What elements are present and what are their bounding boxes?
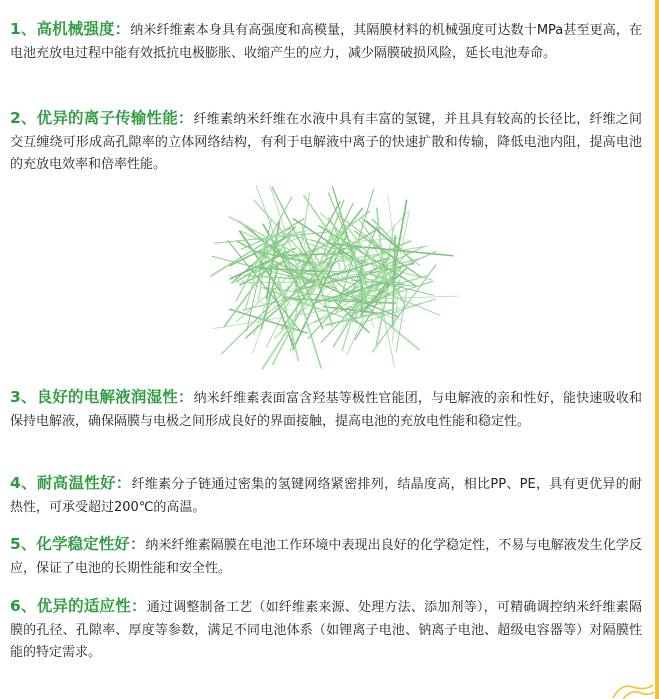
section-body: 纤维素分子链通过密集的氢键网络紧密排列，结晶度高，相比PP、PE，具有更优异的耐热性，可承受超过200℃的高温。 — [10, 477, 642, 515]
nanofiber-illustration — [200, 185, 460, 370]
fiber-strand — [400, 213, 409, 254]
section-body: 纳米纤维素本身具有高强度和高模量，其隔膜材料的机械强度可达数十MPa甚至更高，在电池充放电过程中能有效抵抗电极膨胀、收缩产生的应力，减少隔膜破损风险，延长电池寿命。 — [10, 23, 642, 61]
corner-swirl-decoration — [611, 681, 655, 699]
section-ion-transport — [10, 107, 642, 177]
section-body: 通过调整制备工艺（如纤维素来源、处理方法、添加剂等），可精确调控纳米纤维素隔膜的孔径、孔隙率、厚度等参数，满足不同电池体系（如锂离子电池、钠离子电池、超级电容器等）对隔膜性能的特定需求。 — [10, 600, 642, 660]
section-heat-resistance — [10, 472, 642, 519]
section-adaptability — [10, 595, 642, 665]
section-heading: 4、耐高温性好： — [10, 474, 132, 492]
section-mechanical-strength — [10, 18, 642, 65]
fiber-strand — [214, 310, 329, 329]
section-body: 纳米纤维素表面富含羟基等极性官能团，与电解液的亲和性好，能快速吸收和保持电解液，确保隔膜与电极之间形成良好的界面接触，提高电池的充放电性能和稳定性。 — [10, 391, 642, 429]
section-heading: 5、化学稳定性好： — [10, 535, 146, 553]
section-body: 纳米纤维素隔膜在电池工作环境中表现出良好的化学稳定性，不易与电解液发生化学反应，保证了电池的长期性能和安全性。 — [10, 538, 642, 576]
accent-border — [655, 0, 659, 699]
section-heading: 3、良好的电解液润湿性： — [10, 388, 194, 406]
section-heading: 6、优异的适应性： — [10, 597, 147, 615]
section-electrolyte-wettability — [10, 386, 642, 433]
section-chemical-stability — [10, 533, 642, 580]
section-heading: 2、优异的离子传输性能： — [10, 109, 194, 127]
section-body: 纤维素纳米纤维在水液中具有丰富的氢键，并且具有较高的长径比，纤维之间交互缠绕可形成高孔隙率的立体网络结构，有利于电解液中离子的快速扩散和传输，降低电池内阻，提高电池的充放电效率和倍率性能。 — [10, 112, 642, 172]
section-heading: 1、高机械强度： — [10, 20, 131, 38]
fiber-network-graphic — [200, 185, 460, 370]
